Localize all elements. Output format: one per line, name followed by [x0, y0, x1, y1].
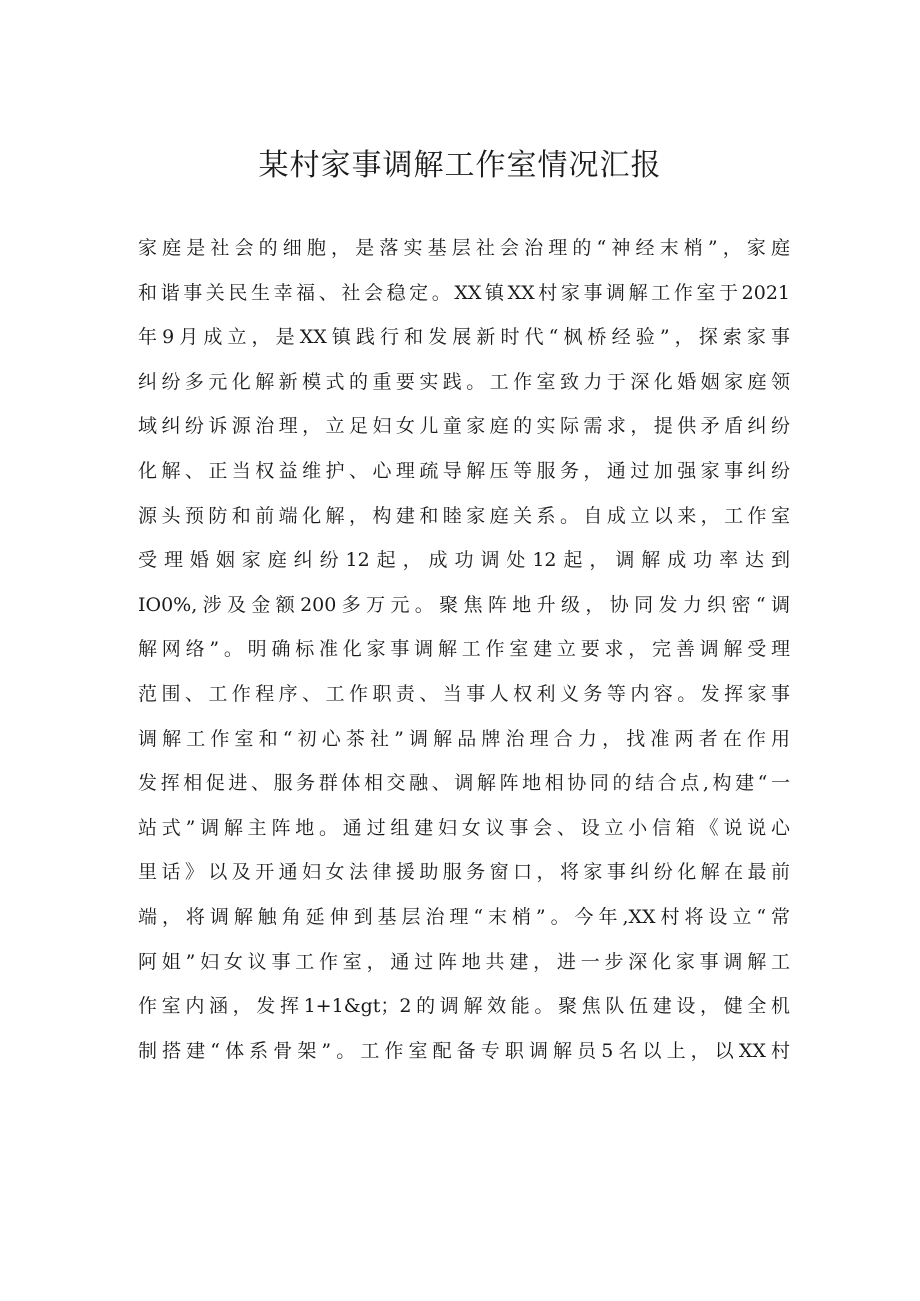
body-line: 域纠纷诉源治理，立足妇女儿童家庭的实际需求，提供矛盾纠纷: [138, 415, 790, 438]
body-line: 阿姐”妇女议事工作室，通过阵地共建，进一步深化家事调解工: [138, 950, 790, 973]
body-line: 解网络”。明确标准化家事调解工作室建立要求，完善调解受理: [138, 638, 790, 661]
body-line: 端，将调解触角延伸到基层治理“末梢”。今年,XX村将设立“常: [138, 905, 790, 928]
body-line: 受理婚姻家庭纠纷12起，成功调处12起，调解成功率达到: [138, 549, 790, 572]
body-line: 家庭是社会的细胞，是落实基层社会治理的“神经末梢”，家庭: [138, 237, 790, 259]
body-line: 作室内涵，发挥1+1&gt；2的调解效能。聚焦队伍建设，健全机: [138, 995, 790, 1018]
body-line: 站式”调解主阵地。通过组建妇女议事会、设立小信箱《说说心: [138, 816, 790, 839]
body-line: 纠纷多元化解新模式的重要实践。工作室致力于深化婚姻家庭领: [138, 370, 790, 393]
body-line: 调解工作室和“初心茶社”调解品牌治理合力，找准两者在作用: [138, 727, 790, 750]
body-line: IO0%,涉及金额200多万元。聚焦阵地升级，协同发力织密“调: [138, 593, 790, 616]
body-line: 化解、正当权益维护、心理疏导解压等服务，通过加强家事纠纷: [138, 459, 790, 482]
body-line: 范围、工作程序、工作职责、当事人权利义务等内容。发挥家事: [138, 682, 790, 705]
body-line: 源头预防和前端化解，构建和睦家庭关系。自成立以来，工作室: [138, 504, 790, 527]
body-line: 制搭建“体系骨架”。工作室配备专职调解员5名以上，以XX村: [138, 1039, 790, 1062]
document-title: 某村家事调解工作室情况汇报: [258, 148, 662, 183]
body-line: 年9月成立，是XX镇践行和发展新时代“枫桥经验”，探索家事: [138, 326, 790, 349]
body-line: 发挥相促进、服务群体相交融、调解阵地相协同的结合点,构建“一: [138, 772, 790, 795]
body-line: 和谐事关民生幸福、社会稳定。XX镇XX村家事调解工作室于2021: [138, 281, 790, 304]
document-body: [138, 226, 790, 1073]
body-line: 里话》以及开通妇女法律援助服务窗口，将家事纠纷化解在最前: [138, 861, 790, 884]
